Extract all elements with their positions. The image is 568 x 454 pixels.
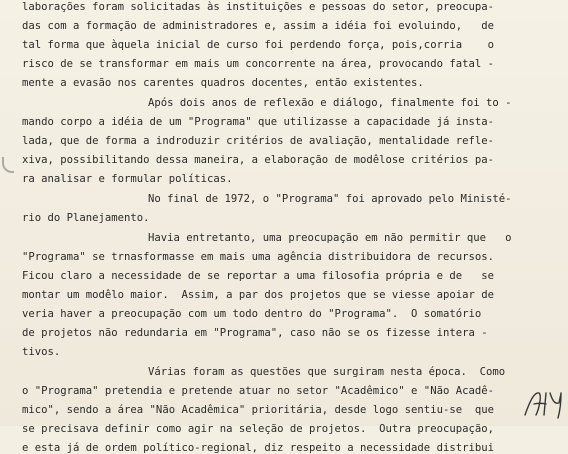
text-line-13: Havia entretanto, uma preocupação em não permitir que o <box>148 232 512 244</box>
text-line-6: Após dois anos de reflexão e diálogo, finalmente foi to - <box>148 97 512 109</box>
text-line-9: xiva, possibilitando dessa maneira, a elaboração de modêlose critérios pa- <box>22 154 494 166</box>
binder-hole-mark <box>2 157 14 173</box>
text-line-17: veria haver a preocupação com um todo dentro do "Programa". O somatório <box>22 308 482 320</box>
text-line-16: montar um modêlo maior. Assim, a par dos projetos que se viesse apoiar de <box>22 289 494 301</box>
text-line-19: tivos. <box>22 346 61 358</box>
text-line-1: laborações foram solicitadas às instituições e pessoas do setor, preocupa- <box>22 1 494 13</box>
text-line-23: se precisava definir como agir na seleção de projetos. Outra preocupação, <box>22 423 494 435</box>
text-line-22: mico", sendo a área "Não Acadêmica" prioritária, desde logo sentiu-se que <box>22 404 494 416</box>
text-line-14: "Programa" se trnasformasse em mais uma agência distribuidora de recursos. <box>22 251 494 263</box>
text-line-8: lada, que de forma a indroduzir critérios de avaliação, mentalidade refle- <box>22 135 494 147</box>
text-line-24: e esta já de ordem político-regional, diz respeito a necessidade distribui <box>22 442 494 454</box>
text-line-18: de projetos não redundaria em "Programa", caso não se os fizesse intera - <box>22 327 488 339</box>
text-line-10: ra analisar e formular políticas. <box>22 173 233 185</box>
text-line-7: mando corpo a idéia de um "Programa" que utilizasse a capacidade já insta- <box>22 116 494 128</box>
text-line-3: tal forma que àquela inicial de curso foi perdendo força, pois,corria o <box>22 39 494 51</box>
text-line-20: Várias foram as questões que surgiram nesta época. Como <box>148 366 506 378</box>
text-line-15: Ficou claro a necessidade de se reportar a uma filosofia própria e de se <box>22 270 494 282</box>
text-line-11: No final de 1972, o "Programa" foi aprovado pelo Ministé- <box>148 193 512 205</box>
text-line-21: o "Programa" pretendia e pretende atuar no setor "Acadêmico" e "Não Acadê- <box>22 385 494 397</box>
text-line-4: risco de se transformar em mais um concorrente na área, provocando fatal - <box>22 58 494 70</box>
signature-icon <box>522 388 564 420</box>
text-line-12: rio do Planejamento. <box>22 212 150 224</box>
text-line-5: mente a evasão nos carentes quadros docentes, então existentes. <box>22 77 424 89</box>
text-line-2: das com a formação de administradores e, assim a idéia foi evoluindo, de <box>22 20 494 32</box>
